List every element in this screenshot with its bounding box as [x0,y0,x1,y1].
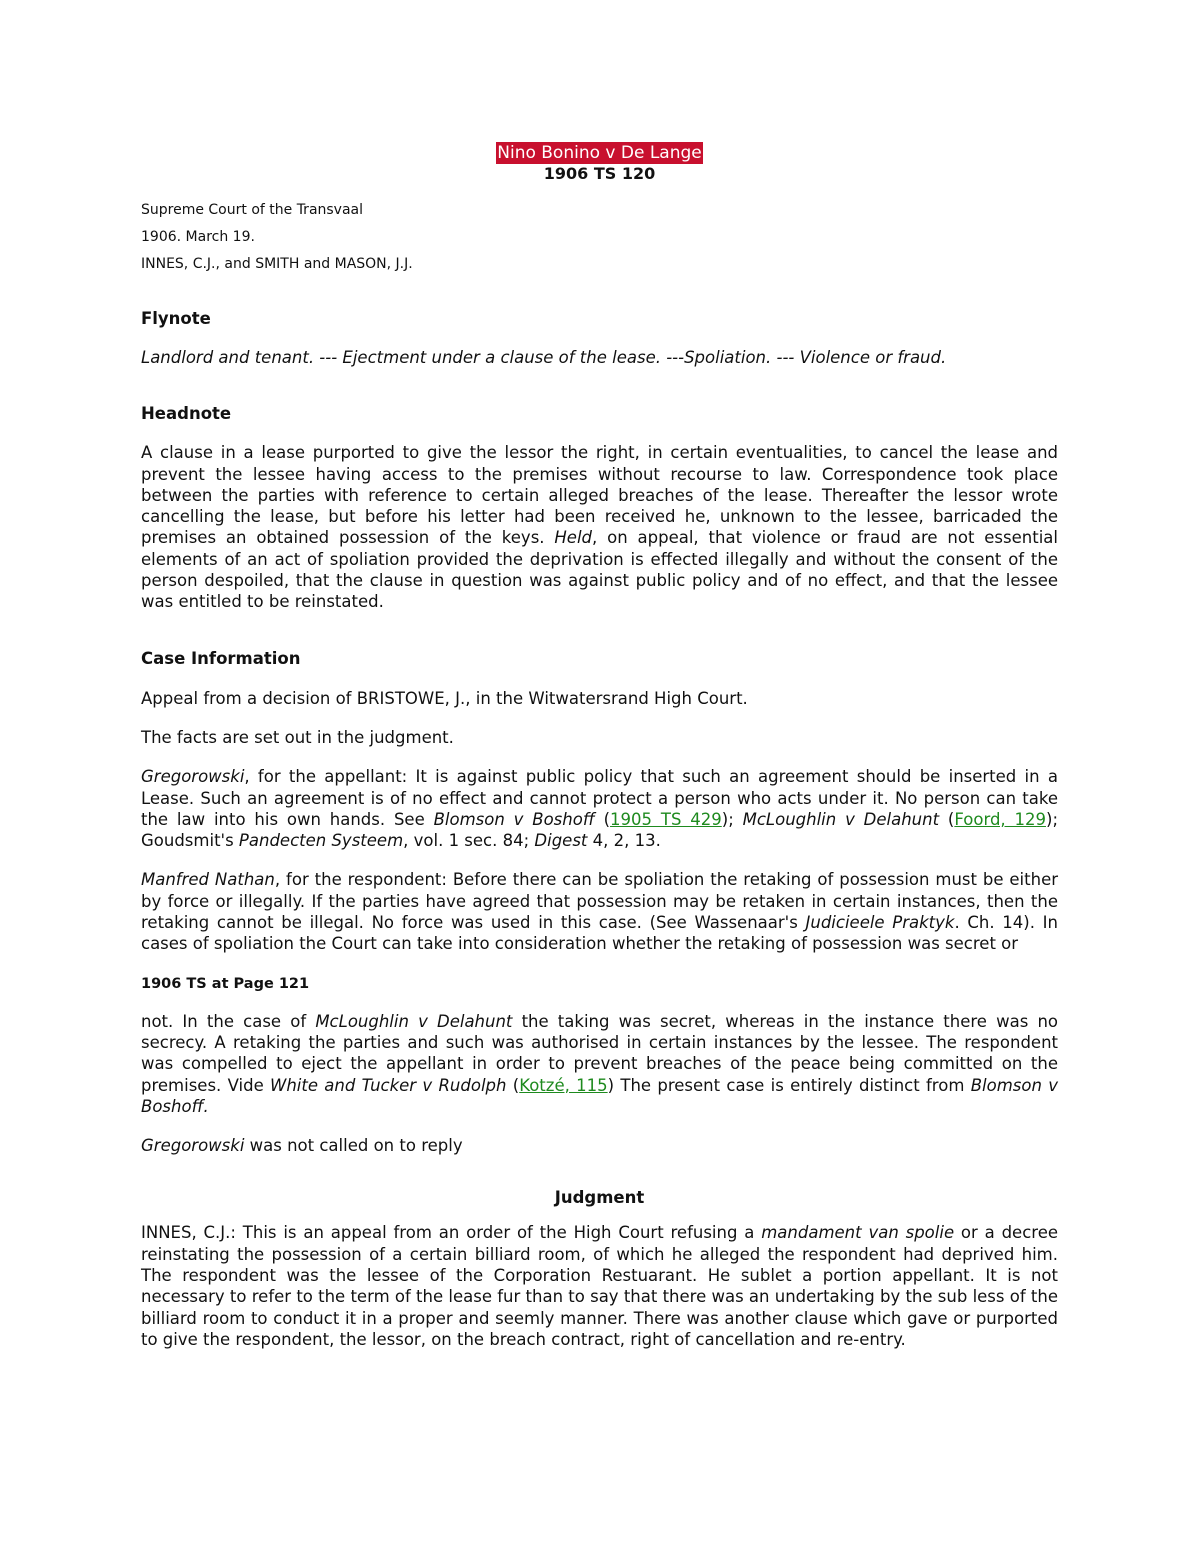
flynote-text: Landlord and tenant. --- Ejectment under a clause of the lease. ---Spoliation. --- Violence or fraud. [141,348,947,367]
argument-text: ( [594,809,611,829]
flynote-heading: Flynote [141,309,211,328]
title-wrap [141,141,1058,164]
case-title[interactable]: Nino Bonino v De Lange [497,143,702,163]
argument-text: ( [939,809,955,829]
case-name: McLoughlin v Delahunt [742,809,940,829]
appellant-argument [141,766,1058,851]
argument-text: , for the appellant: It is against public policy that such an agreement should be inserted in a Lease. Such an agreement is of no effect and cannot protect a person who acts under it. No person can take the law into his own hands. See [141,767,1058,829]
appeal-text: Appeal from a decision of BRISTOWE, J., in the Witwatersrand High Court. [141,688,748,708]
document-page [141,141,1058,1350]
headnote-part-b: , on appeal, that violence or fraud are not essential elements of an act of spoliation provided the deprivation is effected illegally and without the consent of the person despoiled, that the clause in question was against public policy and of no effect, and that the lessee was entitled to be reinstated. [141,528,1058,612]
headnote-heading: Headnote [141,404,232,424]
held-term: Held [554,528,593,548]
argument-text: . Ch. 14). In cases of spoliation the Court can take into consideration whether the retaking of possession was secret or [141,913,1058,954]
argument-text: the taking was secret, whereas in the instance there was no secrecy. A retaking the parties and such was authorised in certain instances by the lessee. The respondent was compelled to eject the appellant in order to prevent breaches of the peace being committed on the premises. Vide [141,1011,1059,1095]
case-name: Blomson v Boshoff [433,809,595,829]
argument-text: ) The present case is entirely distinct from [607,1075,971,1095]
argument-text: ); [721,809,743,829]
counsel-name: Gregorowski [141,767,245,787]
court-name: Supreme Court of the Transvaal [141,202,364,218]
reply-text: was not called on to reply [244,1136,463,1156]
case-date: 1906. March 19. [141,229,255,245]
work-title: Judicieele Praktyk [805,913,955,933]
judges: INNES, C.J., and SMITH and MASON, J.J. [141,256,413,272]
judgment-part: or a decree reinstating the possession of a certain billiard room, of which he alleged the respondent had deprived him. The respondent was the lessee of the Corporation Restuarant. He sublet a portion appellant. It is not necessary to refer to the term of the lease fur than to say that there was an undertaking by the sub less of the billiard room to conduct it in a proper and seemly manner. There was another clause which gave or purported to give the respondent, the lessor, on the breach contract, right of cancellation and re-entry. [141,1223,1058,1349]
work-title: Digest [534,831,588,851]
citation-link-foord-129[interactable]: Foord, 129 [954,809,1047,829]
work-title: Pandecten Systeem [238,831,404,851]
respondent-argument-continued [141,1011,1058,1117]
judgment-heading: Judgment [554,1188,645,1208]
page-marker: 1906 TS at Page 121 [141,975,310,992]
citation-link-kotze-115[interactable]: Kotzé, 115 [519,1075,608,1095]
argument-text: ); Goudsmit's [141,809,1059,851]
argument-text: 4, 2, 13. [587,831,661,851]
legal-term: mandament van spolie [761,1223,955,1243]
judgment-text [141,1222,1058,1350]
argument-text: , vol. 1 sec. 84; [403,831,535,851]
case-name: Blomson v Boshoff. [141,1075,1058,1116]
respondent-argument [141,869,1058,954]
argument-text: not. In the case of [141,1011,316,1031]
headnote-part-a: A clause in a lease purported to give the lessor the right, in certain eventualities, to cancel the lease and prevent the lessee having access to the premises without recourse to law. Correspondence took place between the parties with reference to certain alleged breaches of the lease. Thereafter the lessor wrote cancelling the lease, but before his letter had been received he, unknown to the lessee, barricaded the premises an obtained possession of the keys. [141,443,1058,548]
case-name: White and Tucker v Rudolph [270,1075,507,1095]
case-citation: 1906 TS 120 [543,164,656,183]
counsel-name: Gregorowski [141,1136,245,1156]
counsel-name: Manfred Nathan [141,870,275,890]
reply-note [141,1135,1058,1156]
facts-text: The facts are set out in the judgment. [141,727,454,747]
headnote-text [141,442,1058,612]
citation-link-1905-ts-429[interactable]: 1905 TS 429 [610,809,722,829]
case-info-heading: Case Information [141,648,301,668]
judgment-part: INNES, C.J.: This is an appeal from an order of the High Court refusing a [141,1223,762,1243]
argument-text: ( [506,1075,520,1095]
argument-text: , for the respondent: Before there can be spoliation the retaking of possession must be either by force or illegally. If the parties have agreed that possession may be retaken in certain instances, then the retaking cannot be illegal. No force was used in this case. (See Wassenaar's [141,870,1059,933]
case-name: McLoughlin v Delahunt [315,1011,513,1031]
